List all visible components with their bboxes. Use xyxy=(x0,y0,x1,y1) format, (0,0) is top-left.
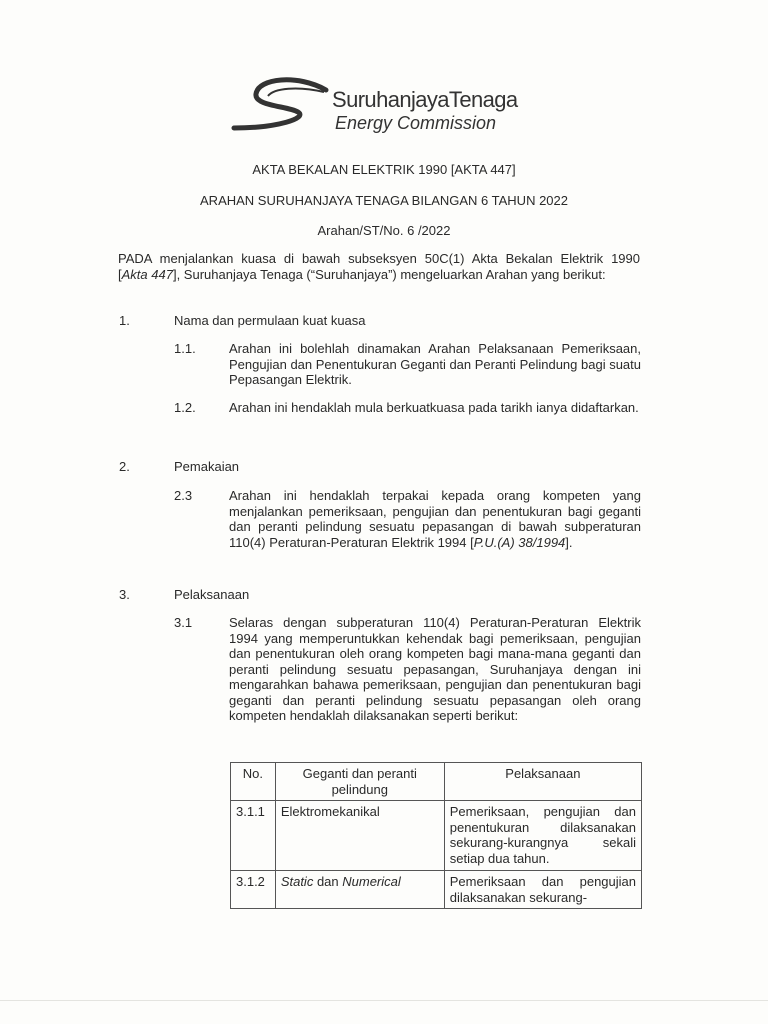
section-1-title: Nama dan permulaan kuat kuasa xyxy=(174,313,366,328)
clause-2-3-number: 2.3 xyxy=(174,488,193,503)
section-3-title: Pelaksanaan xyxy=(174,587,250,602)
row-implementation: Pemeriksaan dan pengujian dilaksanakan sekurang- xyxy=(444,871,641,909)
section-3-number: 3. xyxy=(119,587,130,602)
row-number: 3.1.2 xyxy=(231,871,276,909)
page-edge-divider xyxy=(0,1000,768,1001)
energy-commission-logo xyxy=(228,76,548,140)
row-device: Elektromekanikal xyxy=(275,801,444,871)
row-device: Static dan Numerical xyxy=(275,871,444,909)
table-row xyxy=(231,871,642,909)
act-reference: Akta 447 xyxy=(121,266,173,282)
clause-1-2-text: Arahan ini hendaklah mula berkuatkuasa pada tarikh ianya didaftarkan. xyxy=(229,400,639,415)
preamble-line-2: [Akta 447], Suruhanjaya Tenaga (“Suruhanjaya”) mengeluarkan Arahan yang berikut: xyxy=(118,266,606,282)
column-header-no: No. xyxy=(231,763,276,801)
preamble xyxy=(118,251,640,282)
clause-1-1-number: 1.1. xyxy=(174,341,196,356)
preamble-line-1: PADA menjalankan kuasa di bawah subseksyen 50C(1) Akta Bekalan Elektrik 1990 xyxy=(118,251,640,266)
directive-title: ARAHAN SURUHANJAYA TENAGA BILANGAN 6 TAHUN 2022 xyxy=(200,193,568,208)
swoosh-arc-logo-icon xyxy=(228,76,338,140)
logo-text-english: Energy Commission xyxy=(335,113,497,133)
clause-3-1-text: Selaras dengan subperaturan 110(4) Peraturan-Peraturan Elektrik 1994 yang memperuntukkan kehendak bagi pemeriksaan, pengujian dan penentukuran oleh orang kompeten bagi mana-mana geganti dan peranti pelindung sesuatu pepasangan, Suruhanjaya dengan ini mengarahkan bahawa pemeriksaan, pengujian dan penentukuran bagi geganti dan peranti pelindung sesuatu pepasangan oleh orang kompeten hendaklah dilaksanakan seperti berikut: xyxy=(229,615,641,723)
act-title: AKTA BEKALAN ELEKTRIK 1990 [AKTA 447] xyxy=(252,162,516,177)
table-header-row xyxy=(231,763,642,801)
section-2-number: 2. xyxy=(119,459,130,474)
section-2-title: Pemakaian xyxy=(174,459,240,474)
table-row xyxy=(231,801,642,871)
directive-number: Arahan/ST/No. 6 /2022 xyxy=(317,223,451,238)
clause-1-1-text: Arahan ini bolehlah dinamakan Arahan Pelaksanaan Pemeriksaan, Pengujian dan Penentukuran Geganti dan Peranti Pelindung bagi suatu Pepasangan Elektrik. xyxy=(229,341,641,387)
implementation-table xyxy=(230,762,642,909)
column-header-device: Geganti dan peranti pelindung xyxy=(275,763,444,801)
column-header-implementation: Pelaksanaan xyxy=(444,763,641,801)
section-1-number: 1. xyxy=(119,313,130,328)
clause-1-2-number: 1.2. xyxy=(174,400,196,415)
logo-text-malay: SuruhanjayaTenaga xyxy=(332,87,518,112)
row-number: 3.1.1 xyxy=(231,801,276,871)
row-implementation: Pemeriksaan, pengujian dan penentukuran dilaksanakan sekurang-kurangnya sekali setiap dua tahun. xyxy=(444,801,641,871)
regulation-reference: P.U.(A) 38/1994 xyxy=(473,534,566,550)
clause-3-1-number: 3.1 xyxy=(174,615,193,630)
clause-2-3-text: Arahan ini hendaklah terpakai kepada orang kompeten yang menjalankan pemeriksaan, pengujian dan penentukuran bagi geganti dan peranti pelindung sesuatu pepasangan di bawah subperaturan 110(4) Peraturan-Peraturan Elektrik 1994 [P.U.(A) 38/1994]. xyxy=(229,488,641,550)
